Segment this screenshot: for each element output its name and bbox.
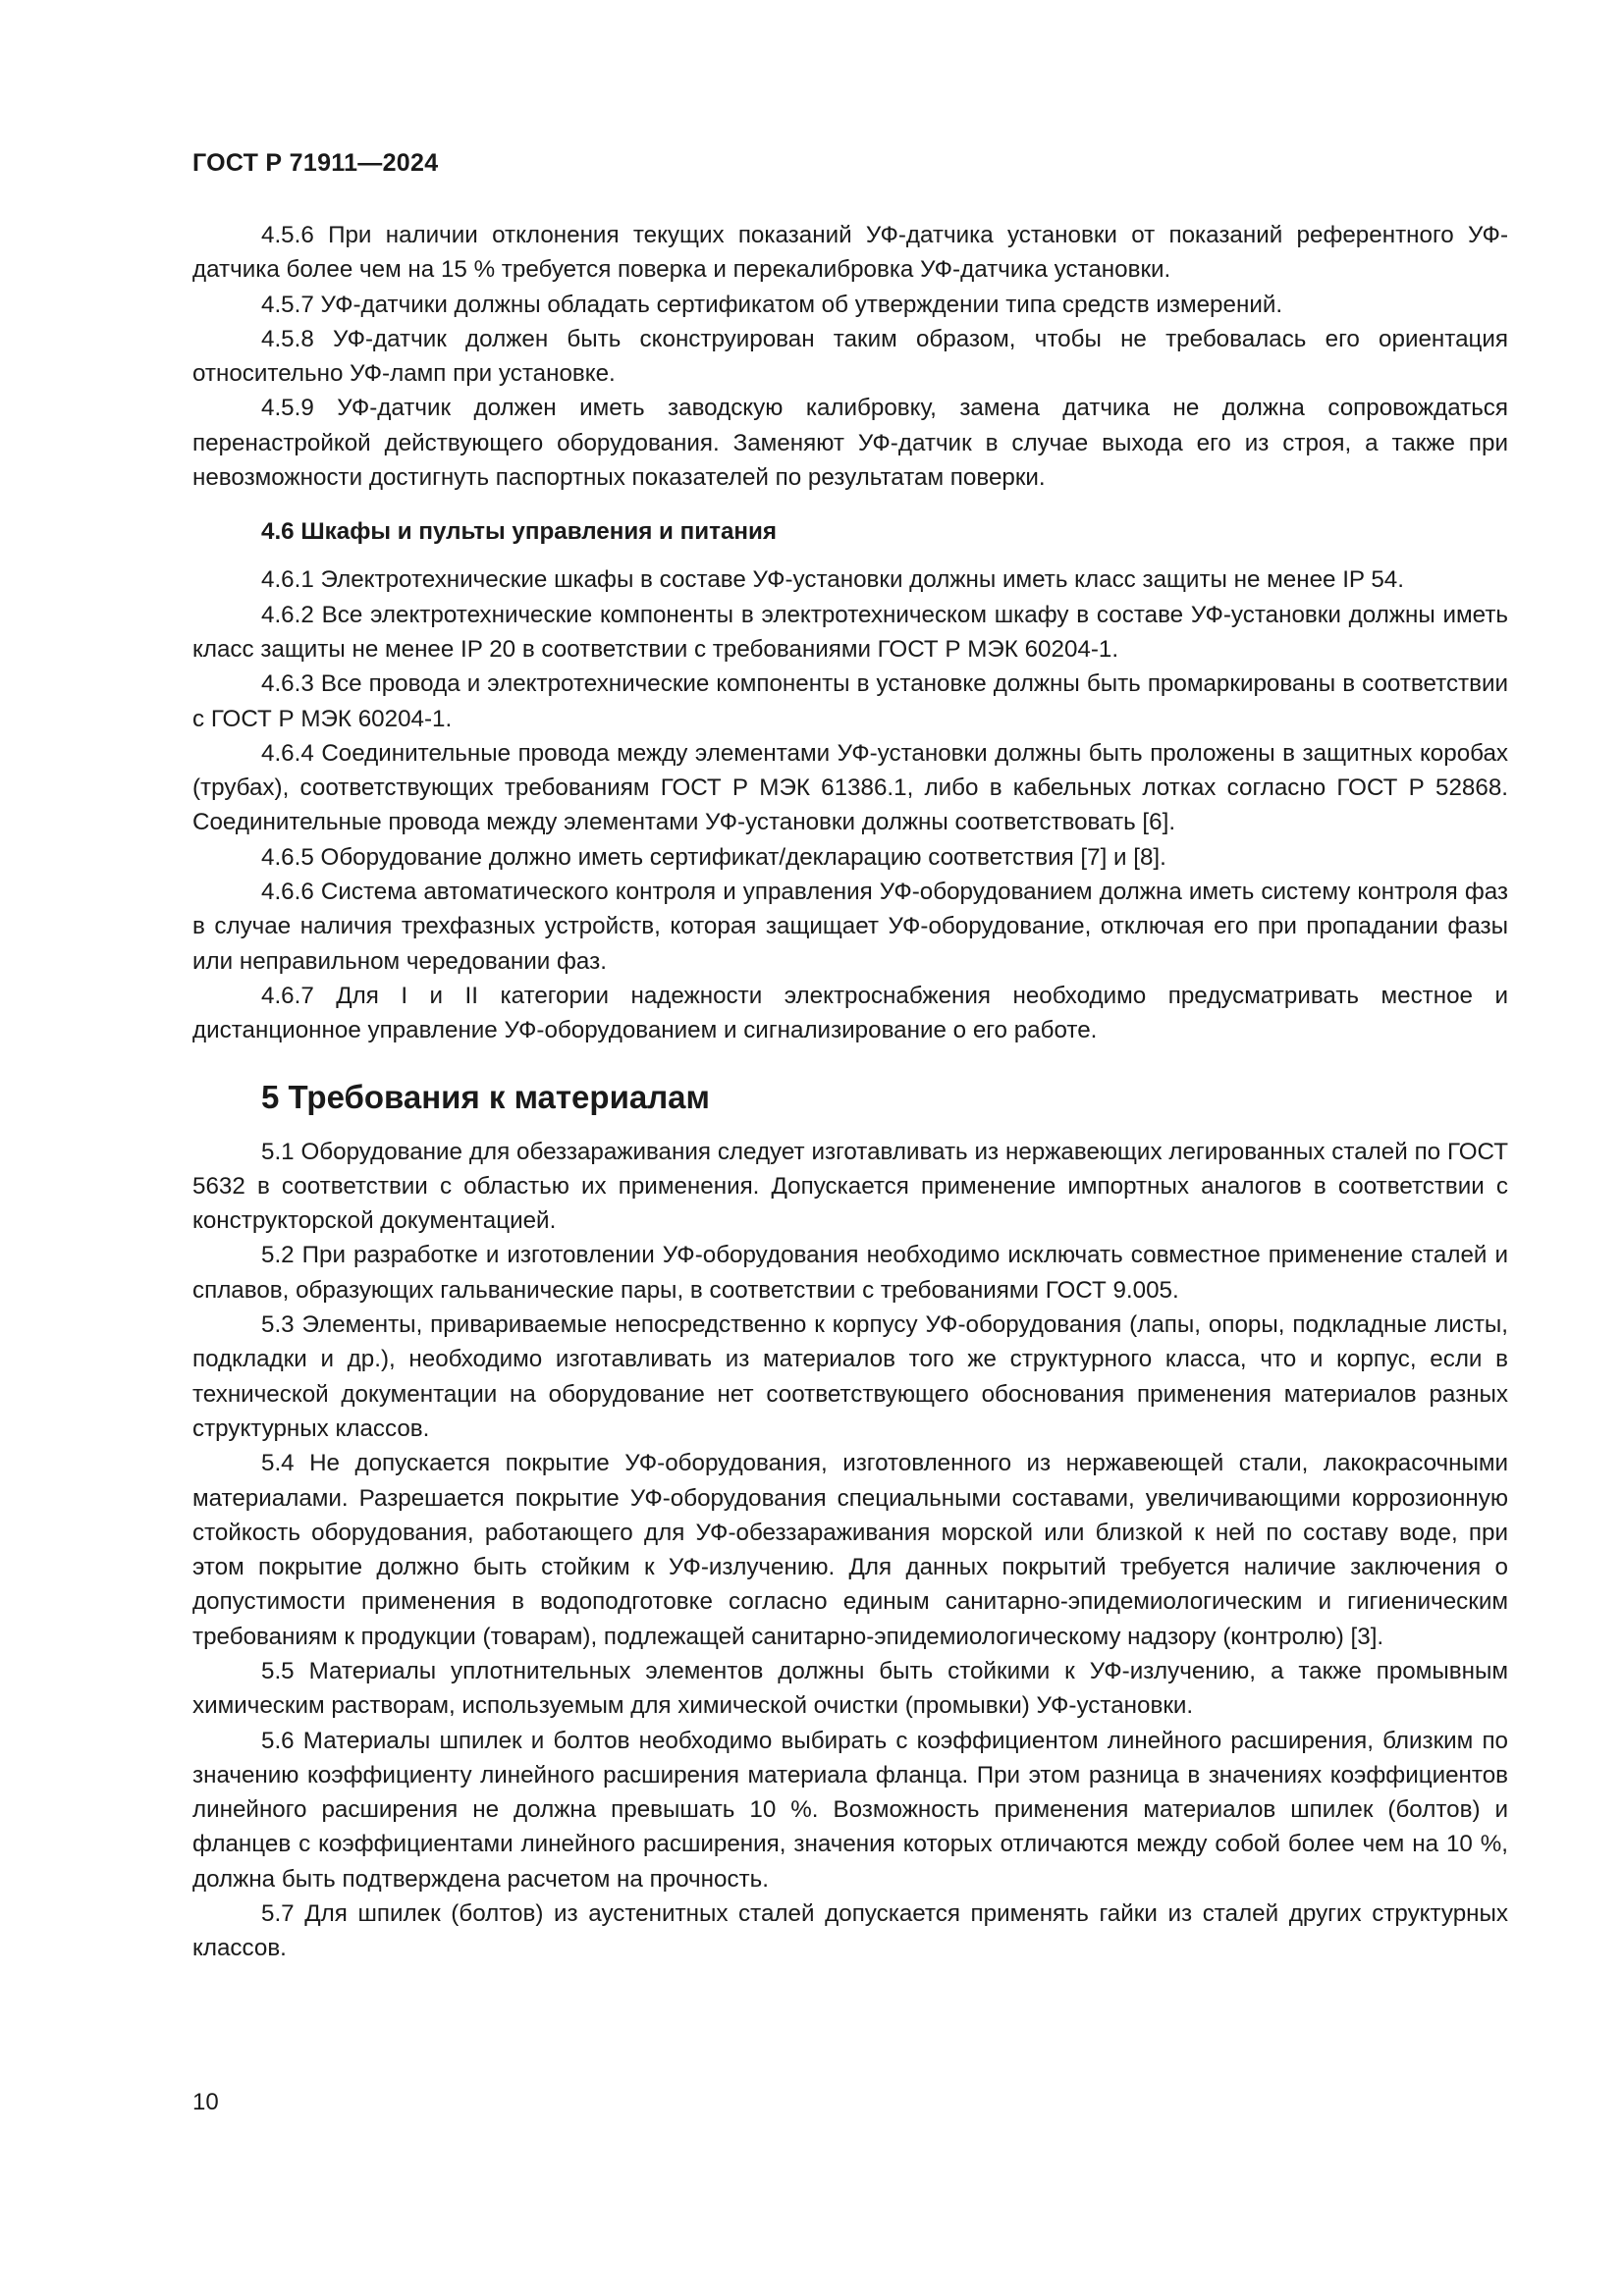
page-number: 10 bbox=[192, 2089, 219, 2115]
paragraph-4-6-5: 4.6.5 Оборудование должно иметь сертификат/декларацию соответствия [7] и [8]. bbox=[261, 843, 1166, 871]
paragraph-4-6-6: 4.6.6 Система автоматического контроля и управления УФ-оборудованием должна иметь систему контроля фаз в случае наличия трехфазных устройств, которая защищает УФ-оборудование, отключая его при пропадании фазы или неправильном чередовании фаз. bbox=[192, 879, 1508, 975]
paragraph-4-6-4: 4.6.4 Соединительные провода между элементами УФ-установки должны быть проложены в защитных коробах (трубах), соответствующих требованиям ГОСТ Р МЭК 61386.1, либо в кабельных лотках согласно ГОСТ Р 52868. Соединительные провода между элементами УФ-установки должны соответствовать [6]. bbox=[192, 739, 1508, 836]
paragraph-4-6-3: 4.6.3 Все провода и электротехнические компоненты в установке должны быть промаркированы в соответствии с ГОСТ Р МЭК 60204-1. bbox=[192, 670, 1508, 732]
paragraph-4-6-2: 4.6.2 Все электротехнические компоненты в электротехническом шкафу в составе УФ-установки должны иметь класс защиты не менее IP 20 в соответствии с требованиями ГОСТ Р МЭК 60204-1. bbox=[192, 601, 1508, 663]
heading-section-5: 5 Требования к материалам bbox=[261, 1078, 710, 1115]
heading-4-6: 4.6 Шкафы и пульты управления и питания bbox=[261, 518, 778, 546]
paragraph-4-6-1: 4.6.1 Электротехнические шкафы в составе УФ-установки должны иметь класс защиты не менее IP 54. bbox=[261, 566, 1404, 594]
paragraph-4-5-9: 4.5.9 УФ-датчик должен иметь заводскую калибровку, замена датчика не должна сопровождаться перенастройкой действующего оборудования. Заменяют УФ-датчик в случае выхода его из строя, а также при невозможности достигнуть паспортных показателей по результатам поверки. bbox=[192, 395, 1508, 492]
paragraph-5-7: 5.7 Для шпилек (болтов) из аустенитных сталей допускается применять гайки из сталей других структурных классов. bbox=[192, 1900, 1508, 1962]
paragraph-4-5-8: 4.5.8 УФ-датчик должен быть сконструирован таким образом, чтобы не требовалась его ориентация относительно УФ-ламп при установке. bbox=[192, 325, 1508, 388]
paragraph-4-6-7: 4.6.7 Для I и II категории надежности электроснабжения необходимо предусматривать местное и дистанционное управление УФ-оборудованием и сигнализирование о его работе. bbox=[192, 982, 1508, 1044]
paragraph-5-4: 5.4 Не допускается покрытие УФ-оборудования, изготовленного из нержавеющей стали, лакокрасочными материалами. Разрешается покрытие УФ-оборудования специальными составами, увеличивающими коррозионную стойкость оборудования, работающего для УФ-обеззараживания морской или близкой к ней по составу воде, при этом покрытие должно быть стойким к УФ-излучению. Для данных покрытий требуется наличие заключения о допустимости применения в водоподготовке согласно единым санитарно-эпидемиологическим и гигиеническим требованиям к продукции (товарам), подлежащей санитарно-эпидемиологическому надзору (контролю) [3]. bbox=[192, 1450, 1508, 1650]
document-header: ГОСТ Р 71911—2024 bbox=[192, 149, 439, 177]
document-page bbox=[192, 0, 1508, 2296]
document-body bbox=[192, 218, 1508, 1966]
paragraph-5-3: 5.3 Элементы, привариваемые непосредственно к корпусу УФ-оборудования (лапы, опоры, подкладные листы, подкладки и др.), необходимо изготавливать из материалов того же структурного класса, что и корпус, если в технической документации на оборудование нет соответствующего обоснования применения материалов разных структурных классов. bbox=[192, 1311, 1508, 1442]
paragraph-4-5-7: 4.5.7 УФ-датчики должны обладать сертификатом об утверждении типа средств измерений. bbox=[261, 291, 1283, 318]
paragraph-5-1: 5.1 Оборудование для обеззараживания следует изготавливать из нержавеющих легированных сталей по ГОСТ 5632 в соответствии с областью их применения. Допускается применение импортных аналогов в соответствии с конструкторской документацией. bbox=[192, 1138, 1508, 1235]
paragraph-4-5-6: 4.5.6 При наличии отклонения текущих показаний УФ-датчика установки от показаний референтного УФ-датчика более чем на 15 % требуется поверка и перекалибровка УФ-датчика установки. bbox=[192, 222, 1508, 284]
paragraph-5-6: 5.6 Материалы шпилек и болтов необходимо выбирать с коэффициентом линейного расширения, близким по значению коэффициенту линейного расширения материала фланца. При этом разница в значениях коэффициентов линейного расширения не должна превышать 10 %. Возможность применения материалов шпилек (болтов) и фланцев с коэффициентами линейного расширения, значения которых отличаются между собой более чем на 10 %, должна быть подтверждена расчетом на прочность. bbox=[192, 1727, 1508, 1893]
paragraph-5-5: 5.5 Материалы уплотнительных элементов должны быть стойкими к УФ-излучению, а также промывным химическим растворам, используемым для химической очистки (промывки) УФ-установки. bbox=[192, 1657, 1508, 1720]
paragraph-5-2: 5.2 При разработке и изготовлении УФ-оборудования необходимо исключать совместное применение сталей и сплавов, образующих гальванические пары, в соответствии с требованиями ГОСТ 9.005. bbox=[192, 1242, 1508, 1304]
